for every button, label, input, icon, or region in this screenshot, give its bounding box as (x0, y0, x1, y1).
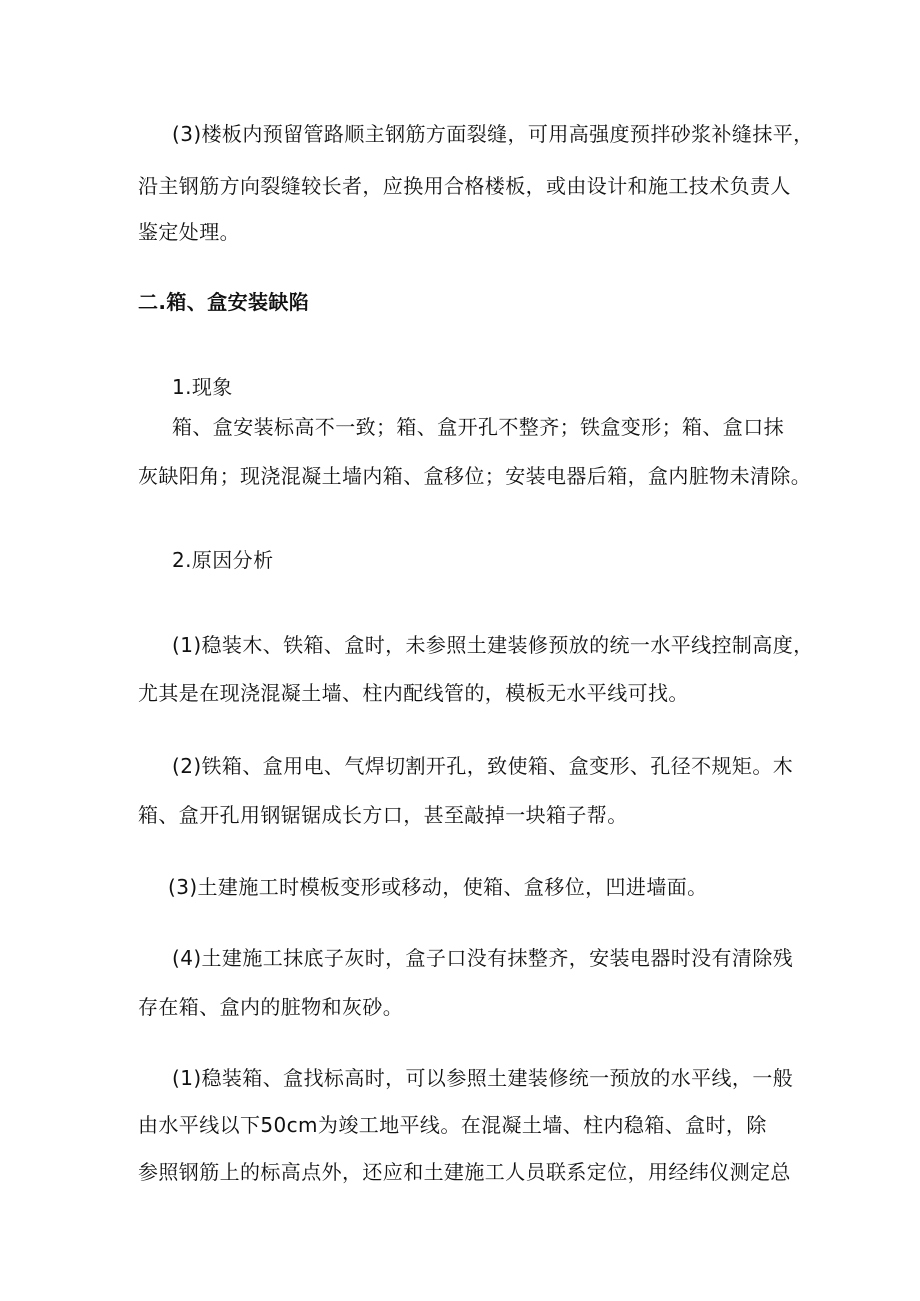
section-heading: 二.箱、盒安装缺陷 (138, 290, 310, 314)
phenomenon-line-1: 箱、盒安装标高不一致；箱、盒开孔不整齐；铁盒变形；箱、盒口抹 (172, 415, 784, 439)
subsection-1-title: 1.现象 (172, 375, 233, 399)
para-3-crack-line-2: 沿主钢筋方向裂缝较长者，应换用合格楼板，或由设计和施工技术负责人 (138, 174, 791, 198)
cause-1-line-1: (1)稳装木、铁箱、盒时，未参照土建装修预放的统一水平线控制高度， (172, 633, 814, 657)
subsection-2-title: 2.原因分析 (172, 548, 274, 572)
cause-2-line-2: 箱、盒开孔用钢锯锯成长方口，甚至敲掉一块箱子帮。 (138, 803, 628, 827)
cause-4-line-2: 存在箱、盒内的脏物和灰砂。 (138, 995, 404, 1019)
cause-1-line-2: 尤其是在现浇混凝土墙、柱内配线管的，模板无水平线可找。 (138, 681, 689, 705)
para-3-crack-line-1: (3)楼板内预留管路顺主钢筋方面裂缝，可用高强度预拌砂浆补缝抹平， (172, 122, 814, 146)
measure-1-line-3: 参照钢筋上的标高点外，还应和土建施工人员联系定位，用经纬仪测定总 (138, 1160, 791, 1184)
cause-3-line-1: (3)土建施工时模板变形或移动，使箱、盒移位，凹进墙面。 (168, 875, 708, 899)
measure-1-line-2: 由水平线以下50cm为竣工地平线。在混凝土墙、柱内稳箱、盒时，除 (138, 1113, 767, 1137)
para-3-crack-line-3: 鉴定处理。 (138, 220, 240, 244)
phenomenon-line-2: 灰缺阳角；现浇混凝土墙内箱、盒移位；安装电器后箱，盒内脏物未清除。 (138, 464, 812, 488)
cause-2-line-1: (2)铁箱、盒用电、气焊切割开孔，致使箱、盒变形、孔径不规矩。木 (172, 754, 794, 778)
measure-1-line-1: (1)稳装箱、盒找标高时，可以参照土建装修统一预放的水平线，一般 (172, 1066, 794, 1090)
cause-4-line-1: (4)土建施工抹底子灰时，盒子口没有抹整齐，安装电器时没有清除残 (172, 946, 794, 970)
